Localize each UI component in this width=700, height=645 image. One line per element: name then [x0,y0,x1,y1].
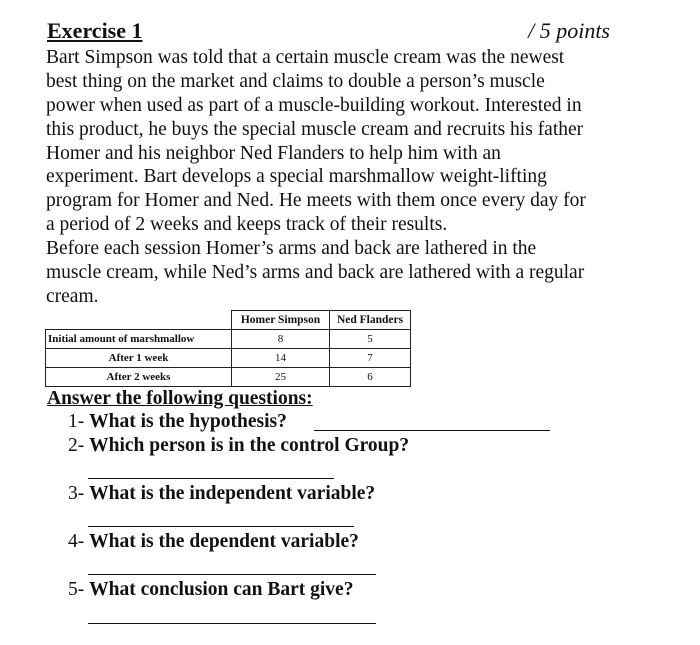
row-label: After 1 week [46,349,232,368]
question-3 [68,483,375,505]
table-cell: 8 [232,330,330,349]
points-label: / 5 points [528,18,610,43]
column-header-ned: Ned Flanders [330,311,411,330]
table-cell: 6 [330,368,411,387]
table-cell: 25 [232,368,330,387]
paragraph-line: Homer and his neighbor Ned Flanders to help him with an [46,142,501,164]
question-2 [68,435,409,457]
paragraph-line: this product, he buys the special muscle cream and recruits his father [46,118,584,140]
answer-line-1[interactable] [314,430,550,431]
question-4 [68,531,359,553]
question-number: 4- [68,531,85,552]
paragraph-line: program for Homer and Ned. He meets with them once every day for [46,190,586,212]
row-label: Initial amount of marshmallow [46,330,232,349]
row-label: After 2 weeks [46,368,232,387]
answer-line-2[interactable] [88,478,334,479]
paragraph-line: a period of 2 weeks and keeps track of their results. [46,214,448,236]
exercise-title: Exercise 1 [47,18,143,43]
question-text: What is the independent variable? [89,483,376,504]
table-header-row [46,311,411,330]
table-row [46,368,411,387]
column-header-homer: Homer Simpson [232,311,330,330]
question-number: 2- [68,435,85,456]
question-text: Which person is in the control Group? [89,435,410,456]
question-1 [68,411,287,433]
problem-description [46,46,626,309]
paragraph-line: experiment. Bart develops a special marshmallow weight-lifting [46,166,547,188]
table-row [46,349,411,368]
table-cell: 14 [232,349,330,368]
question-text: What conclusion can Bart give? [89,579,354,600]
answer-heading: Answer the following questions: [47,388,313,409]
paragraph-line: Before each session Homer’s arms and back are lathered in the [46,238,537,260]
results-table [45,310,411,387]
paragraph-line: power when used as part of a muscle-building workout. Interested in [46,94,582,116]
question-text: What is the hypothesis? [89,411,287,432]
table-cell: 5 [330,330,411,349]
paragraph-line: Bart Simpson was told that a certain muscle cream was the newest [46,47,565,68]
question-text: What is the dependent variable? [89,531,359,552]
paragraph-line: muscle cream, while Ned’s arms and back are lathered with a regular [46,262,585,284]
table-corner-cell [46,311,232,330]
answer-line-4[interactable] [88,574,376,575]
question-number: 1- [68,411,85,432]
question-number: 5- [68,579,85,600]
question-5 [68,579,353,601]
table-cell: 7 [330,349,411,368]
question-number: 3- [68,483,85,504]
answer-line-3[interactable] [88,526,354,527]
answer-line-5[interactable] [88,623,376,624]
paragraph-line: best thing on the market and claims to double a person’s muscle [46,70,545,92]
paragraph-line: cream. [46,285,99,307]
table-row [46,330,411,349]
